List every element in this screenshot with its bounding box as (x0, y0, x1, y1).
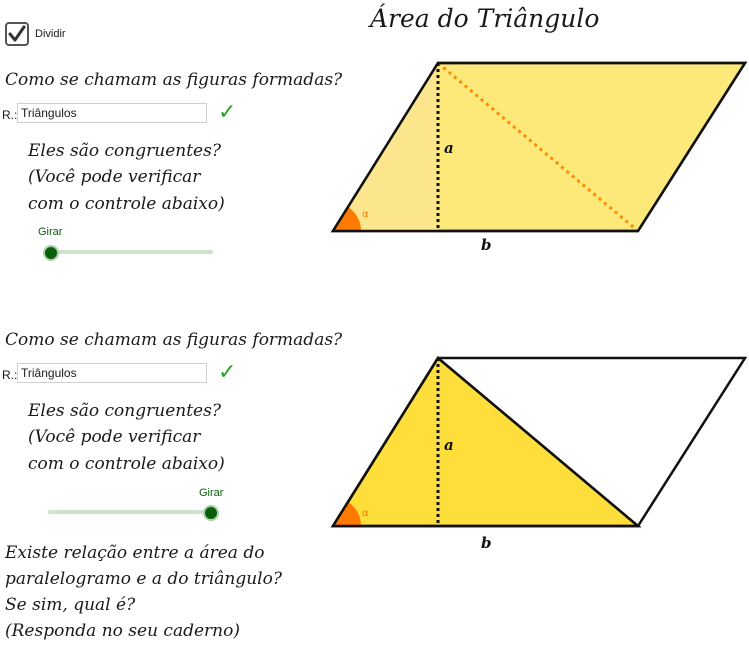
congruent-question-1: Eles são congruentes? (28, 141, 221, 161)
footer-line-3: Se sim, qual é? (5, 595, 136, 615)
answer-input-1[interactable]: Triângulos (17, 103, 207, 123)
check-icon: ✓ (218, 100, 237, 125)
checkmark-icon (7, 24, 27, 44)
angle-label-2: α (362, 508, 369, 519)
slider-label-1: Girar (38, 226, 63, 238)
question-1: Como se chamam as figuras formadas? (5, 70, 343, 90)
page-title: Área do Triângulo (370, 4, 600, 33)
slider-track-1[interactable] (48, 250, 213, 254)
height-label-1: a (444, 139, 454, 157)
figure-1 (325, 55, 749, 260)
answer-prefix-1: R.: (2, 108, 18, 122)
checkbox-box[interactable] (5, 22, 29, 46)
base-label-1: b (481, 236, 492, 254)
check-icon: ✓ (218, 360, 237, 385)
answer-prefix-2: R.: (2, 368, 18, 382)
congruent-question-2: Eles são congruentes? (28, 401, 221, 421)
slider-track-2[interactable] (48, 510, 213, 514)
answer-input-2[interactable]: Triângulos (17, 363, 207, 383)
footer-line-4: (Responda no seu caderno) (5, 621, 240, 641)
control-line-2: com o controle abaixo) (28, 454, 225, 474)
footer-line-2: paralelogramo e a do triângulo? (5, 569, 282, 589)
slider-label-2: Girar (199, 487, 224, 499)
slider-handle-2[interactable] (203, 505, 219, 521)
question-2: Como se chamam as figuras formadas? (5, 330, 343, 350)
angle-label-1: α (362, 209, 369, 220)
control-line-1: com o controle abaixo) (28, 194, 225, 214)
dividir-checkbox[interactable] (5, 22, 66, 46)
footer-text (5, 540, 282, 644)
verify-line-2: (Você pode verificar (28, 427, 201, 447)
base-label-2: b (481, 534, 492, 552)
verify-line-1: (Você pode verificar (28, 167, 201, 187)
figure-2 (325, 350, 749, 555)
checkbox-label: Dividir (35, 28, 66, 40)
height-label-2: a (444, 436, 454, 454)
slider-handle-1[interactable] (43, 245, 59, 261)
footer-line-1: Existe relação entre a área do (5, 543, 265, 563)
